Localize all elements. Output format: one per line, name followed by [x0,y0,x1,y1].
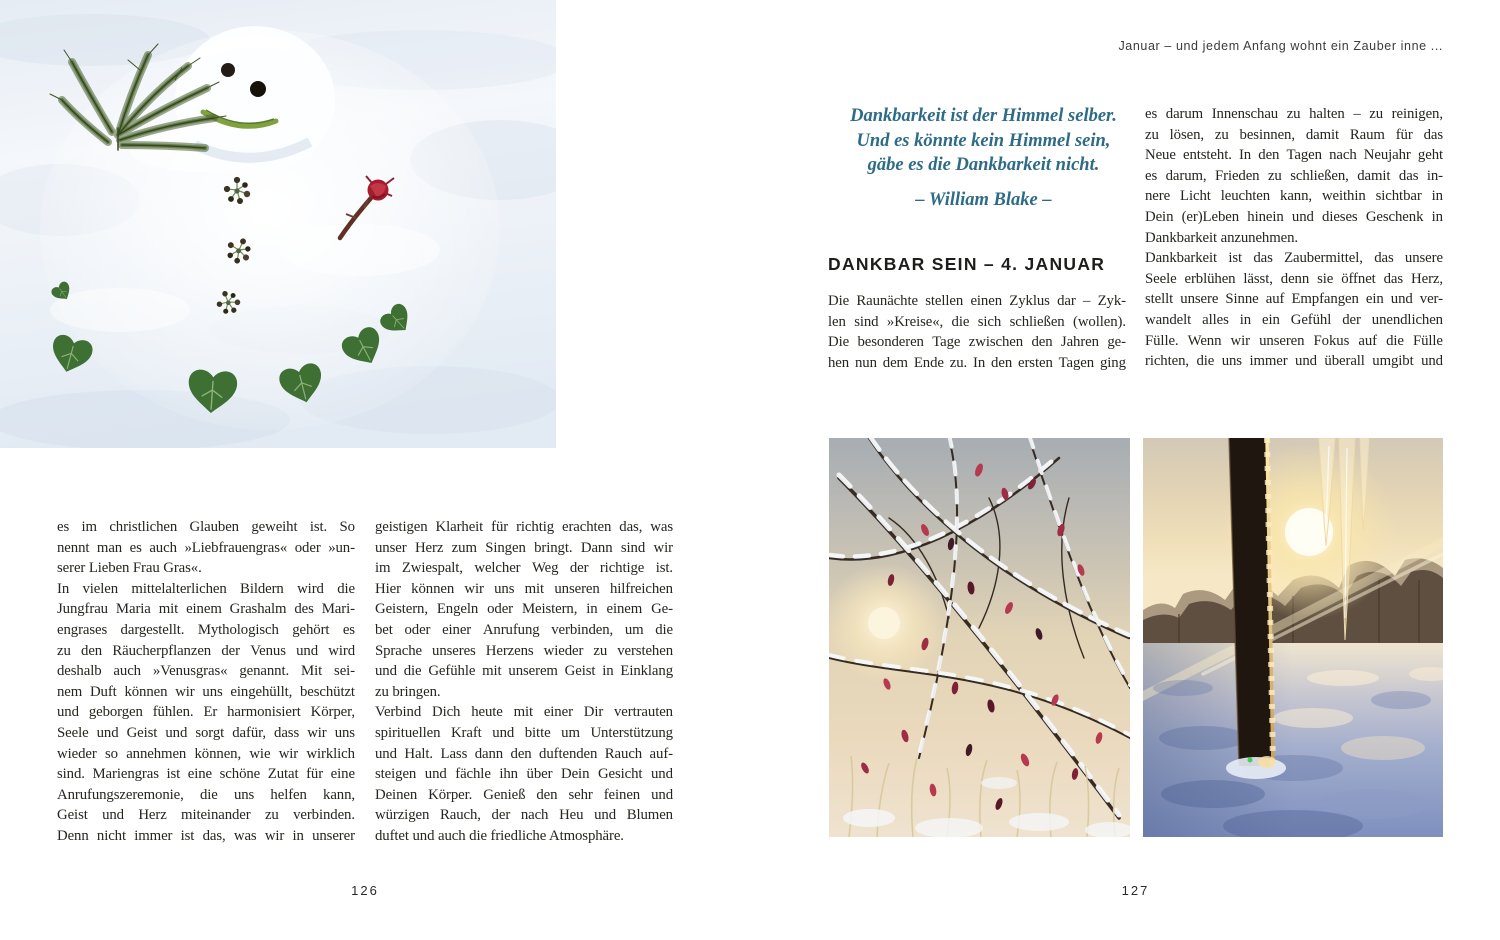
text-line: Neue entsteht. In den Tagen nach Neujahr geht [1145,147,1443,164]
text-line: nem Duft können wir uns eingehüllt, beschützt [57,683,355,700]
quote-line: Und es könnte kein Himmel sein, [856,130,1111,151]
left-page-column-1 [57,517,355,847]
text-line: würzigen Rauch, der nach Heu und Blumen [375,807,673,824]
text-line: Seele erblühen lässt, denn sie öffnet das Herz, [1145,270,1443,287]
text-line: es im christlichen Glauben geweiht ist. So [57,519,355,535]
text-line: Verbind Dich heute mit einer Dir vertrauten [375,704,673,721]
text-line: Deinen Körper. Genieß den sehr feinen und [375,786,673,803]
text-line: Die besonderen Tage zwischen den Jahren ge- [828,334,1126,351]
text-line: es darum, Frieden zu schließen, damit das in- [1145,167,1443,184]
left-page-column-2 [375,517,673,847]
quote-block [828,104,1139,212]
text-line: duftet und auch die friedliche Atmosphäre. [375,827,624,844]
text-line: steigen und fächle ihn über Dein Gesicht und [375,766,673,783]
text-line: Anrufungszeremonie, die uns helfen kann, [57,786,355,803]
text-line: deshalb auch »Venusgras« genannt. Mit sei- [57,663,355,680]
text-line: nere Licht leuchten kann, weithin sichtbar in [1145,188,1443,205]
text-line: Geistern, Engeln oder Meistern, in einem Ge- [375,601,673,618]
text-line: In vielen mittelalterlichen Bildern wird die [57,580,355,597]
snowman-head [175,26,335,174]
text-line: und geborgen fühlen. Er harmonisiert Körper, [57,704,355,721]
quote-line: Dankbarkeit ist der Himmel selber. [850,106,1117,126]
text-line: Dankbarkeit ist das Zaubermittel, das unsere [1145,250,1443,267]
quote-lines [828,104,1139,178]
text-line: Hier können wir uns mit unseren hilfreichen [375,580,673,597]
text-line: Die Raunächte stellen einen Zyklus dar – Zyk- [828,293,1126,309]
right-page-column-2 [1145,104,1443,372]
text-line: nennt man es auch »Liebfrauengras« oder »un- [57,539,355,556]
text-line: hen nun dem Ende zu. In den ersten Tagen ging [828,354,1126,371]
text-line: wandelt alles in ein Gefühl der unendlichen [1145,311,1443,328]
text-line: stellt unsere Sinne auf Empfangen ein und ver- [1145,291,1443,308]
text-line: spirituellen Kraft und bitte um Unterstützung [375,724,673,741]
text-line: richten, die uns immer und überall umgibt und [1145,353,1443,370]
text-line: Denn nicht immer ist das, was wir in unserer [57,827,355,844]
text-line: wieder so annehmen können, wie wir wirklich [57,745,355,762]
text-line: serer Lieben Frau Gras«. [57,560,202,577]
text-line: unser Herz zum Singen bringt. Dann sind wir [375,539,673,556]
quote-line: gäbe es die Dankbarkeit nicht. [867,155,1100,175]
text-line: und Halt. Lass dann den duftenden Rauch auf- [375,745,673,762]
running-header: Januar – und jedem Anfang wohnt ein Zauber inne ... [1118,39,1443,53]
right-page-column-1 [828,291,1126,373]
text-line: Jungfrau Maria mit einem Grashalm des Mari- [57,601,355,618]
text-line: bet oder einer Anrufung verbinden, um die [375,621,673,638]
icicles-photo [1143,438,1443,837]
quote-attribution: – William Blake – [915,189,1052,210]
text-line: Fülle. Wenn wir unseren Fokus auf die Fülle [1145,332,1443,349]
green-speck [1248,758,1253,763]
text-line: engrases dargestellt. Mythologisch gehört es [57,621,355,638]
page-number-left: 126 [351,883,379,898]
rosehips-photo [829,438,1130,837]
text-line: geistigen Klarheit für richtig erachten das, was [375,519,673,535]
page-number-right: 127 [1121,883,1150,898]
text-line: es darum Innenschau zu halten – zu reinigen, [1145,106,1443,122]
text-line: Sprache unseres Herzens wieder zu verstehen [375,642,673,659]
text-line: im Zwiespalt, welcher Weg der richtige ist. [375,560,673,577]
text-line: zu den Räucherpflanzen der Venus und wird [57,642,355,659]
text-line: und die Gefühle mit unserem Geist in Einklang [375,663,673,680]
text-line: Dein (er)Leben hinein und dieses Geschenk in [1145,208,1443,225]
text-line: Dankbarkeit anzunehmen. [1145,229,1299,246]
section-heading: DANKBAR SEIN – 4. JANUAR [828,254,1106,274]
snowman-photo [0,0,556,448]
text-line: Seele und Geist und sorgt dafür, dass wir uns [57,724,355,741]
text-line: len sind »Kreise«, die sich schließen (wollen). [828,313,1126,330]
text-line: zu bringen. [375,683,441,700]
text-line: zu lösen, zu besinnen, damit Raum für das [1145,126,1443,143]
text-line: sind. Mariengras ist eine schöne Zutat für eine [57,766,355,783]
text-line: Geist und Herz miteinander zu verbinden. [57,807,355,824]
